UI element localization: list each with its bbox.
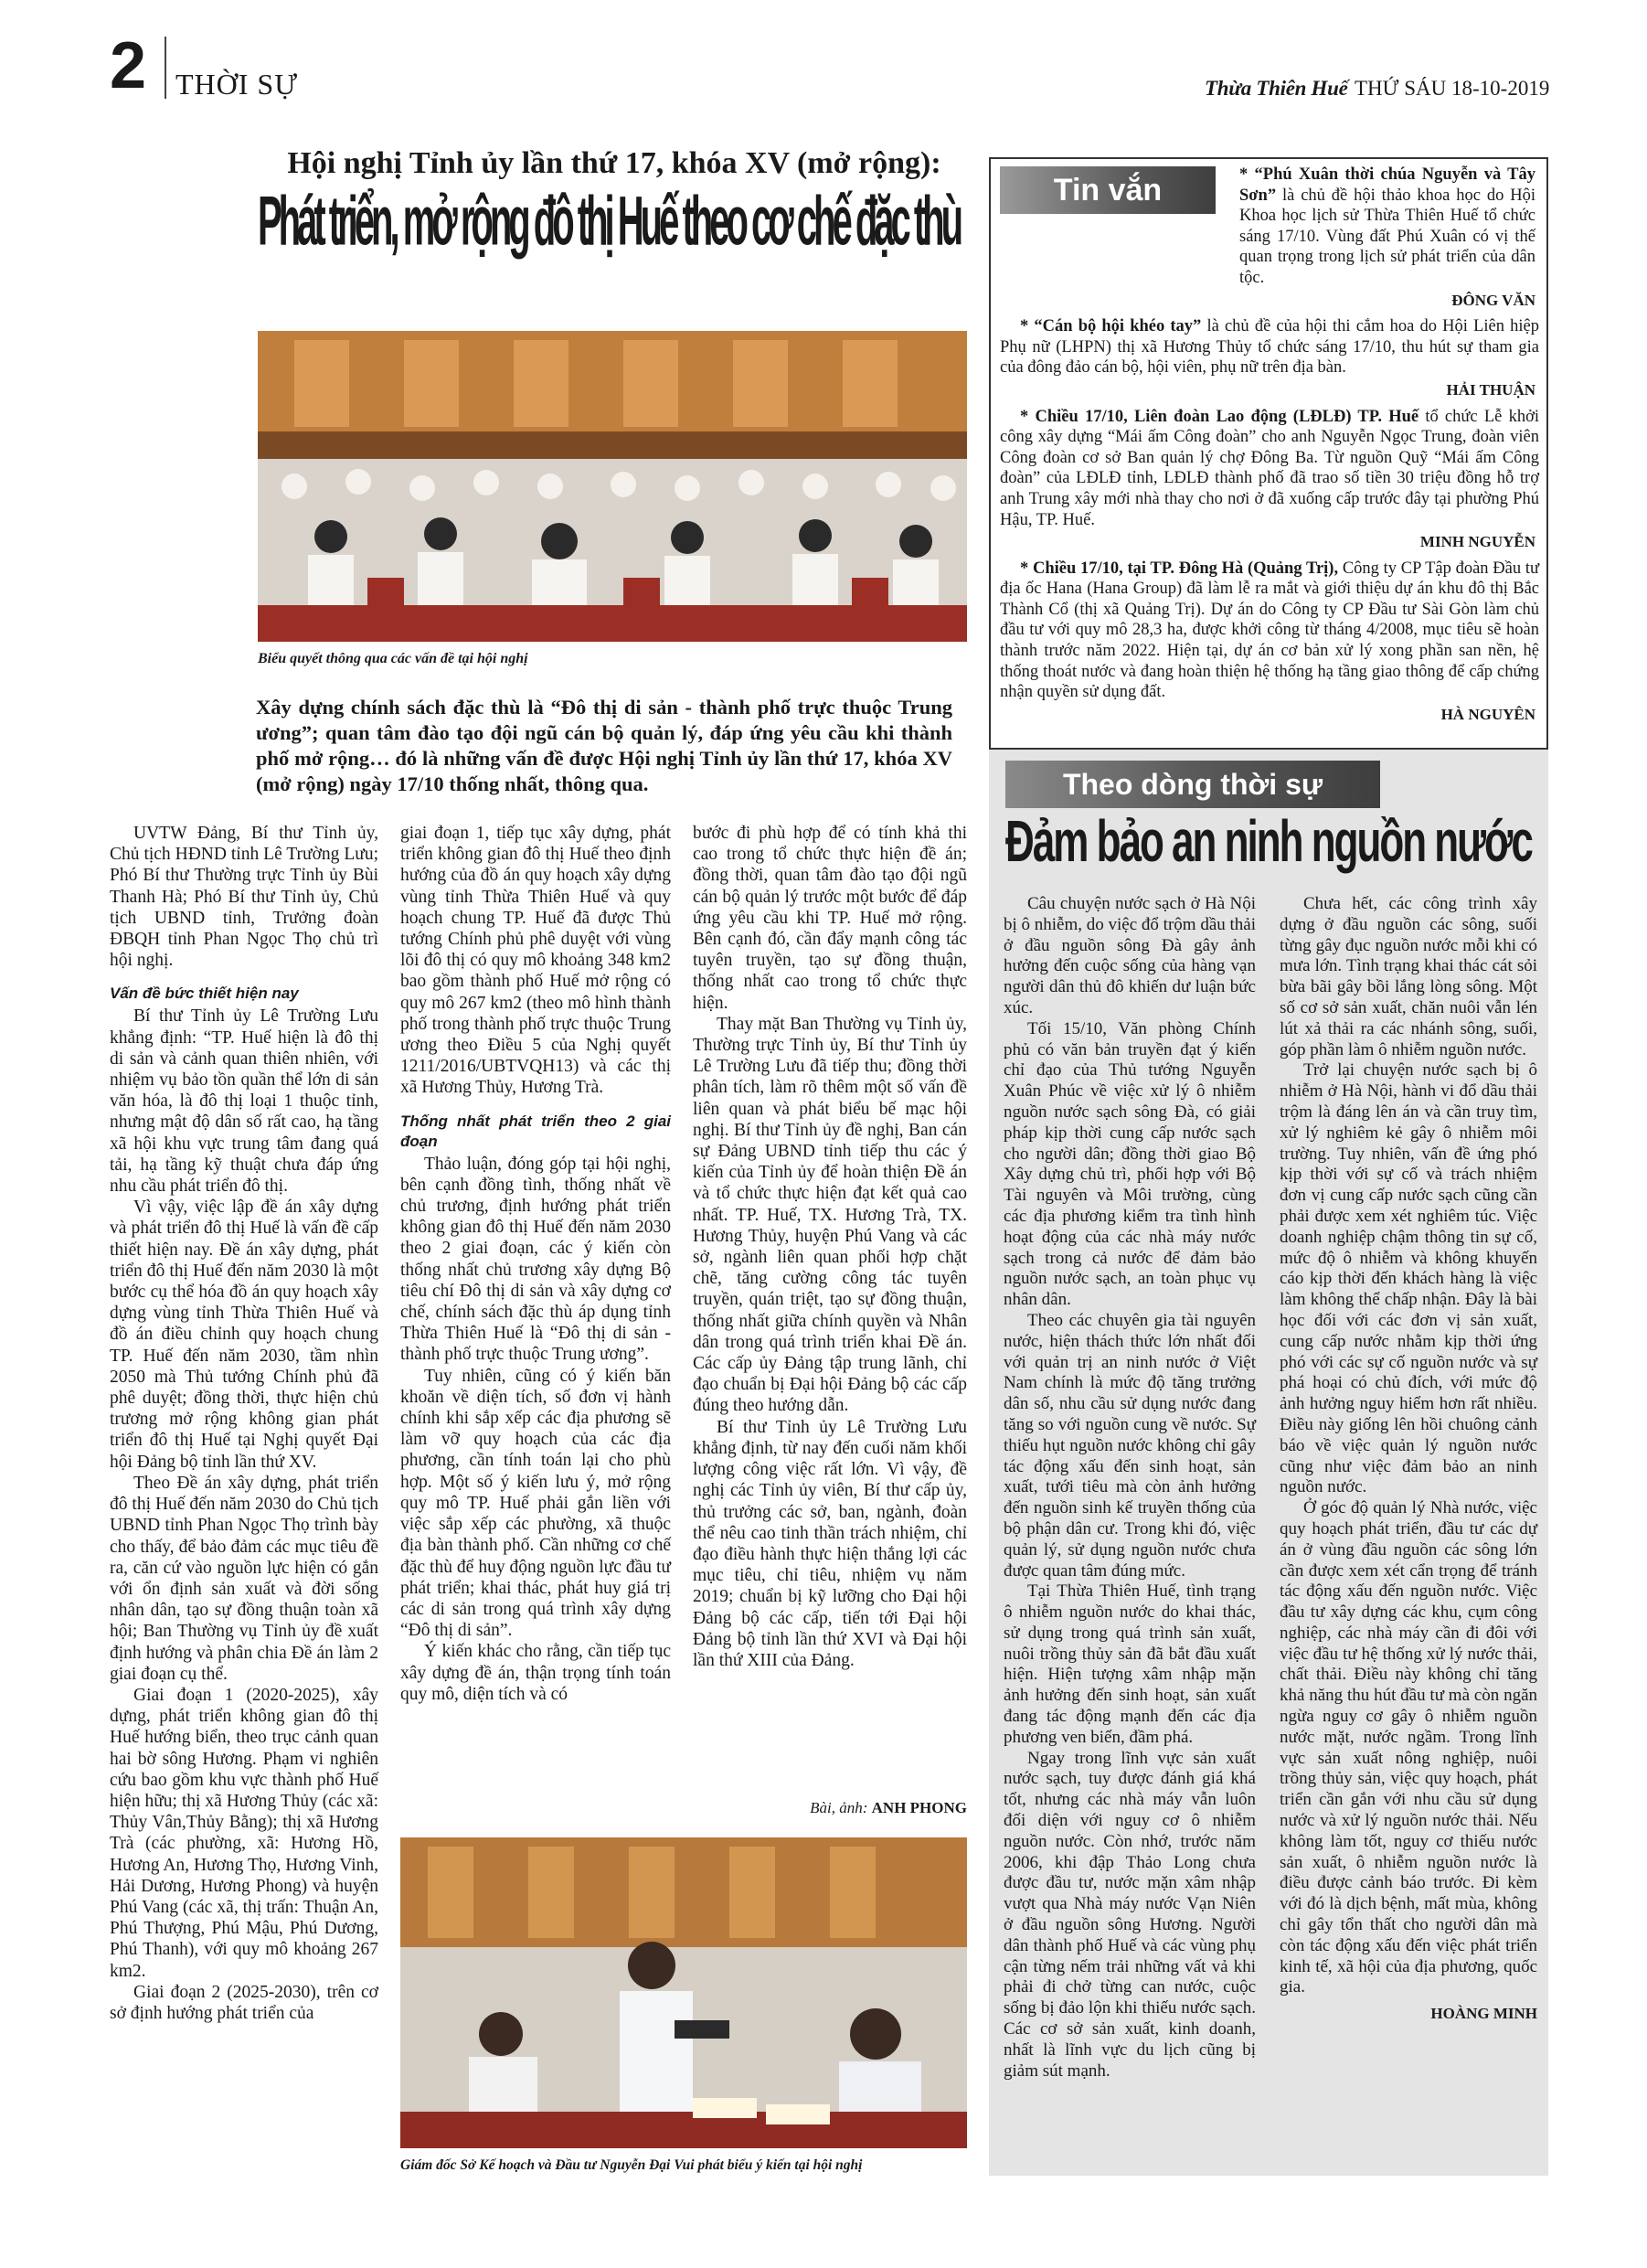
paragraph: Bí thư Tỉnh ủy Lê Trường Lưu khẳng định, từ nay đến cuối năm khối lượng công việc rất lớn. Vì vậy, đề nghị các Tỉnh ủy viên, Bí thư cấp ủy, thủ trưởng các sở, ban, ngành, đoàn thể nêu cao tinh thần trách nhiệm, chỉ đạo điều hành thực hiện thắng lợi các mục tiêu, chỉ tiêu, nhiệm vụ năm 2019; chuẩn bị kỹ lưỡng cho Đại hội Đảng bộ các cấp, tiến tới Đại hội Đảng bộ tỉnh lần thứ XVI và Đại hội lần thứ XIII của Đảng. [693, 1417, 967, 1670]
brief-author: ĐÔNG VĂN [1451, 291, 1535, 309]
conference-voting-illustration [258, 331, 967, 642]
subheading: Vấn đề bức thiết hiện nay [110, 985, 299, 1003]
brief-lead: * Chiều 17/10, Liên đoàn Lao động (LĐLĐ) TP. Huế [1020, 407, 1419, 426]
brief-news-label: Tin vắn [1000, 166, 1216, 214]
article-column-1 [110, 823, 378, 2024]
brief-body: tổ chức Lễ khởi công xây dựng “Mái ấm Công đoàn” cho anh Nguyễn Ngọc Trung, đoàn viên Công đoàn cơ sở Ban quản lý chợ Đông Ba. Từ nguồn Quỹ “Mái ấm Công đoàn” của LĐLĐ tỉnh, LĐLĐ thành phố đã trao số tiền 30 triệu đồng hỗ trợ anh Trung xây mới nhà thay cho nơi ở đã xuống cấp trước đây tại phường Phú Hậu, TP. Huế. [1000, 407, 1539, 529]
paragraph: Câu chuyện nước sạch ở Hà Nội bị ô nhiễm, do việc đổ trộm dầu thải ở đầu nguồn sông Đà gây ảnh hưởng đến cuộc sống của hàng vạn người dân thủ đô khiến dư luận bức xúc. [1004, 894, 1256, 1017]
commentary-column-2 [1280, 894, 1537, 2025]
paragraph: Vì vậy, việc lập đề án xây dựng và phát triển đô thị Huế là vấn đề cấp thiết hiện nay. Đề án xây dựng, phát triển đô thị Huế đến năm 2030 là một bước cụ thể hóa đồ án quy hoạch xây dựng vùng tỉnh Thừa Thiên Huế và đồ án điều chỉnh quy hoạch chung TP. Huế đến năm 2030, tầm nhìn 2050 mà Thủ tướng Chính phủ đã phê duyệt; đồng thời, thực hiện chủ trương mở rộng không gian phát triển đô thị Huế tại Nghị quyết Đại hội Đảng bộ tỉnh lần thứ XV. [110, 1198, 378, 1472]
paragraph: UVTW Đảng, Bí thư Tỉnh ủy, Chủ tịch HĐND tỉnh Lê Trường Lưu; Phó Bí thư Thường trực Tỉnh ủy Bùi Thanh Hà; Phó Bí thư Tỉnh ủy, Chủ tịch UBND tỉnh, Trưởng đoàn ĐBQH tỉnh Phan Ngọc Thọ chủ trì hội nghị. [110, 824, 378, 971]
brief-item [1000, 316, 1539, 400]
paragraph: Giai đoạn 2 (2025-2030), trên cơ sở định hướng phát triển của [110, 1982, 378, 2023]
brief-news-content [1000, 165, 1539, 730]
paragraph: Bí thư Tỉnh ủy Lê Trường Lưu khẳng định: “TP. Huế hiện là đô thị di sản và cảnh quan thiên nhiên, với nhiệm vụ bảo tồn quần thể lớn di sản văn hóa, là đô thị loại 1 thuộc tỉnh, nhưng mật độ dân số rất cao, hạ tầng xã hội khu vực trung tâm đang quá tải, hạ tầng kỹ thuật chưa đáp ứng nhu cầu phát triển đô thị. [110, 1006, 378, 1197]
article-lead: Xây dựng chính sách đặc thù là “Đô thị di sản - thành phố trực thuộc Trung ương”; quan tâm đào tạo đội ngũ cán bộ quản lý, đáp ứng yêu cầu khi thành phố mở rộng… đó là những vấn đề được Hội nghị Tỉnh ủy lần thứ 17, khóa XV (mở rộng) ngày 17/10 thống nhất, thông qua. [256, 696, 952, 795]
brief-item [1000, 407, 1539, 553]
header-divider [165, 37, 166, 99]
article-headline: Phát triển, mở rộng đô thị Huế theo cơ chế đặc thù [258, 184, 961, 261]
article-byline [693, 1799, 967, 1817]
commentary-author: HOÀNG MINH [1430, 2005, 1537, 2023]
brief-lead: * “Cán bộ hội khéo tay” [1020, 317, 1202, 336]
issue-date: THỨ SÁU 18-10-2019 [1355, 77, 1550, 100]
conference-voting-photo [258, 331, 967, 642]
page-number: 2 [110, 29, 147, 102]
paragraph: Tối 15/10, Văn phòng Chính phủ có văn bản truyền đạt ý kiến chỉ đạo của Thủ tướng Nguyễn Xuân Phúc về việc xử lý ô nhiễm nguồn nước sạch sông Đà, có giải pháp kịp thời cung cấp nước sạch cho người dân; đồng thời giao Bộ Xây dựng chủ trì, phối hợp với Bộ Tài nguyên và Môi trường, cùng các địa phương kiểm tra tình hình hoạt động của các nhà máy nước sạch trong cả nước để đảm bảo nguồn nước sạch, an toàn phục vụ nhân dân. [1004, 1018, 1256, 1310]
subheading: Thống nhất phát triển theo 2 giai đoạn [400, 1112, 671, 1150]
brief-author: HẢI THUẬN [1446, 380, 1535, 399]
paragraph: Ở góc độ quản lý Nhà nước, việc quy hoạch phát triển, đầu tư các dự án ở vùng đầu nguồn các sông lớn cần được xem xét cẩn trọng để tránh tác động xấu đến nguồn nước. Việc đầu tư xây dựng các khu, cụm công nghiệp, các nhà máy cần đi đôi với việc đầu tư hệ thống xử lý nước thải, chất thải. Điều này không chỉ tăng khả năng thu hút đầu tư mà còn ngăn ngừa nguy cơ gây ô nhiễm nguồn nước mặt, nước ngầm. Trong lĩnh vực sản xuất nông nghiệp, nuôi trồng thủy sản, việc quy hoạch, phát triển cần gắn với nhu cầu sử dụng nước và xử lý nguồn nước thải. Nếu không làm tốt, nguy cơ thiếu nước sản xuất, ô nhiễm nguồn nước là điều được cảnh báo trước. Đi kèm với đó là dịch bệnh, mất mùa, không chỉ gây tổn thất cho người dân mà còn tác động xấu đến việc phát triển kinh tế, xã hội của địa phương, quốc gia. [1280, 1498, 1537, 1997]
paragraph: giai đoạn 1, tiếp tục xây dựng, phát triển không gian đô thị Huế theo định hướng của đồ án quy hoạch xây dựng vùng tỉnh Thừa Thiên Huế và quy hoạch chung TP. Huế đã được Thủ tướng Chính phủ phê duyệt với vùng lõi đô thị có quy mô khoảng 348 km2 bao gồm thành phố Huế mở rộng có quy mô 267 km2 (theo mô hình thành phố trong thành phố trực thuộc Trung ương theo Điều 5 của Nghị quyết 1211/2016/UBTVQH13) và các thị xã Hương Thủy, Hương Trà. [400, 824, 671, 1098]
paragraph: Ý kiến khác cho rằng, cần tiếp tục xây dựng đề án, thận trọng tính toán quy mô, diện tích và có [400, 1642, 671, 1704]
article-column-2 [400, 823, 671, 1705]
brief-body: Công ty CP Tập đoàn Đầu tư địa ốc Hana (Hana Group) đã làm lễ ra mắt và giới thiệu dự án khu đô thị Bắc Thành Cổ (thị xã Quảng Trị). Dự án do Công ty CP Đầu tư Sài Gòn làm chủ đầu tư với quy mô 28,3 ha, được khởi công từ tháng 4/2008, mục tiêu sẽ hoàn thành trước năm 2022. Hiện tại, dự án cơ bản xử lý xong phần san nền, hệ thống thoát nước và đang hoàn thiện hệ thống hạ tầng giao thông để cấp chứng nhận quyền sử dụng đất. [1000, 559, 1539, 702]
byline-name: ANH PHONG [871, 1799, 967, 1816]
commentary-column-1 [1004, 894, 1256, 2082]
speaker-illustration [400, 1837, 967, 2148]
speaker-photo [400, 1837, 967, 2148]
photo2-caption: Giám đốc Sở Kế hoạch và Đầu tư Nguyễn Đại Vui phát biểu ý kiến tại hội nghị [400, 2157, 863, 2173]
section-title: THỜI SỰ [175, 68, 299, 101]
paragraph: Giai đoạn 1 (2020-2025), xây dựng, phát triển không gian đô thị Huế hướng biển, theo trục cảnh quan hai bờ sông Hương. Phạm vi nghiên cứu bao gồm khu vực thành phố Huế hiện hữu; thị xã Hương Thủy (các xã: Thủy Vân,Thủy Bằng); thị xã Hương Trà (các phường, xã: Hương Hồ, Hương An, Hương Thọ, Hương Vinh, Hải Dương, Hương Phong) và huyện Phú Vang (các xã, thị trấn: Thuận An, Phú Thượng, Phú Mậu, Phú Dương, Phú Thanh), với quy mô khoảng 267 km2. [110, 1685, 378, 1981]
commentary-label: Theo dòng thời sự [1005, 761, 1380, 808]
article-column-3 [693, 823, 967, 1671]
brief-body: là chủ đề hội thảo khoa học do Hội Khoa học lịch sử Thừa Thiên Huế tổ chức sáng 17/10. Vùng đất Phú Xuân có vị thế quan trọng trong lịch sử phát triển của dân tộc. [1239, 186, 1535, 287]
paragraph: Tuy nhiên, cũng có ý kiến băn khoăn về diện tích, số đơn vị hành chính khi sắp xếp các địa phương sẽ làm vỡ quy hoạch của các địa phương, cần tính toán lại cho phù hợp. Một số ý kiến lưu ý, mở rộng quy mô TP. Huế phải gắn liền với việc sắp xếp các phường, xã thuộc địa bàn thành phố. Cần những cơ chế đặc thù để huy động nguồn lực đầu tư phát triển; khai thác, phát huy giá trị các di sản trong quá trình xây dựng “Đô thị di sản”. [400, 1366, 671, 1641]
paragraph: Theo các chuyên gia tài nguyên nước, hiện thách thức lớn nhất đối với quản trị an ninh nước ở Việt Nam chính là mức độ tăng trưởng dân số, nhu cầu sử dụng nước đang tăng so với nguồn cung về nước. Sự thiếu hụt nguồn nước không chỉ gây tác động xấu đến sinh hoạt, sản xuất, tưới tiêu mà còn ảnh hưởng đến nguồn sinh kế truyền thống của bộ phận dân cư. Trong khi đó, việc quản lý, sử dụng nguồn nước chưa được quan tâm đúng mức. [1004, 1310, 1256, 1581]
paragraph: Trở lại chuyện nước sạch bị ô nhiễm ở Hà Nội, hành vi đổ dầu thải trộm là đáng lên án và cần truy tìm, xử lý nghiêm kẻ gây ô nhiễm môi trường. Tuy nhiên, vấn đề ứng phó kịp thời với sự cố và trách nhiệm đơn vị cung cấp nước sạch cũng cần phải được xem xét nghiêm túc. Việc doanh nghiệp chậm thông tin sự cố, mức độ ô nhiễm và không khuyến cáo kịp thời đến khách hàng là việc làm không thể chấp nhận. Đây là bài học đối với các đơn vị sản xuất, cung cấp nước nhằm kịp thời ứng phó với các sự cố nguồn nước và sự phá hoại có chủ đích, với mức độ ảnh hưởng nguy hiểm hơn rất nhiều. Điều này giống lên hồi chuông cảnh báo về việc quản lý nguồn nước cũng như việc đảm bảo an ninh nguồn nước. [1280, 1060, 1537, 1497]
article-kicker: Hội nghị Tỉnh ủy lần thứ 17, khóa XV (mở rộng): [287, 146, 941, 180]
paragraph: Theo Đề án xây dựng, phát triển đô thị Huế đến năm 2030 do Chủ tịch UBND tỉnh Phan Ngọc Thọ trình bày cho thấy, để bảo đảm các mục tiêu đề ra, căn cứ vào nguồn lực hiện có gắn với ổn định sản xuất và đời sống nhân dân, tạo sự đồng thuận toàn xã hội; Ban Thường vụ Tỉnh ủy đề xuất định hướng và phân chia Đề án làm 2 giai đoạn cụ thể. [110, 1473, 378, 1684]
paragraph: Chưa hết, các công trình xây dựng ở đầu nguồn các sông, suối từng gây đục nguồn nước mỗi khi có mưa lớn. Tình trạng khai thác cát sỏi bừa bãi gây bồi lắng lòng sông. Một số cơ sở sản xuất, chăn nuôi vẫn lén lút xả thải ra các nhánh sông, suối, góp phần làm ô nhiễm nguồn nước. [1280, 894, 1537, 1059]
paragraph: Thay mặt Ban Thường vụ Tỉnh ủy, Thường trực Tỉnh ủy, Bí thư Tỉnh ủy Lê Trường Lưu đã tiếp thu; đồng thời phân tích, làm rõ thêm một số vấn đề liên quan và phát biểu bế mạc hội nghị. Bí thư Tỉnh ủy đề nghị, Ban cán sự Đảng UBND tỉnh tiếp thu các ý kiến của Tỉnh ủy để hoàn thiện Đề án và tổ chức thực hiện đạt kết quả cao nhất. TP. Huế, TX. Hương Trà, TX. Hương Thủy, huyện Phú Vang và các sở, ngành liên quan phối hợp chặt chẽ, tăng cường công tác tuyên truyền, quán triệt, tạo sự đồng thuận, thống nhất giữa chính quyền và Nhân dân trong quá trình triển khai Đề án. Các cấp ủy Đảng tập trung lãnh, chỉ đạo chuẩn bị Đại hội Đảng bộ các cấp đúng theo hướng dẫn. [693, 1014, 967, 1416]
brief-item [1000, 559, 1539, 726]
brief-author: HÀ NGUYÊN [1440, 705, 1535, 723]
brief-lead: * Chiều 17/10, tại TP. Đông Hà (Quảng Trị), [1020, 559, 1339, 578]
paragraph: Ngay trong lĩnh vực sản xuất nước sạch, tuy được đánh giá khá tốt, nhưng các nhà máy vẫn luôn đối diện với nguy cơ ô nhiễm nguồn nước. Còn nhớ, trước năm 2006, khi đập Thảo Long chưa được đầu tư, nước mặn xâm nhập vượt qua Nhà máy nước Vạn Niên ở đầu nguồn sông Hương. Người dân thành phố Huế và các vùng phụ cận từng nếm trải những vất vả khi phải đi chở từng can nước, cuộc sống bị đảo lộn khi thiếu nước sạch. Các cơ sở sản xuất, kinh doanh, nhất là lĩnh vực du lịch cũng bị giảm sút mạnh. [1004, 1748, 1256, 2081]
brief-lead: * “Phú Xuân thời chúa Nguyễn và Tây Sơn” [1239, 165, 1535, 205]
commentary-headline: Đảm bảo an ninh nguồn nước [1005, 809, 1532, 875]
publication-name: Thừa Thiên Huế [1205, 77, 1348, 100]
paragraph: Thảo luận, đóng góp tại hội nghị, bên cạnh đồng tình, thống nhất về chủ trương, định hướng phát triển không gian đô thị Huế đến năm 2030 theo 2 giai đoạn, các ý kiến còn thống nhất chủ trương xây dựng Bộ tiêu chí Đô thị di sản và xây dựng cơ chế, chính sách đặc thù áp dụng tỉnh Thừa Thiên Huế là “Đô thị di sản - thành phố trực thuộc Trung ương”. [400, 1154, 671, 1365]
paragraph: Tại Thừa Thiên Huế, tình trạng ô nhiễm nguồn nước do khai thác, sử dụng trong quá trình sản xuất, nuôi trồng thủy sản đã bắt đầu xuất hiện. Hiện tượng xâm nhập mặn ảnh hưởng đến sinh hoạt, sản xuất đang tác động mạnh đến các địa phương ven biển, đầm phá. [1004, 1581, 1256, 1747]
byline-label: Bài, ảnh: [810, 1799, 868, 1816]
brief-author: MINH NGUYỄN [1419, 533, 1535, 551]
photo1-caption: Biểu quyết thông qua các vấn đề tại hội nghị [258, 651, 528, 666]
brief-body: là chủ đề của hội thi cắm hoa do Hội Liên hiệp Phụ nữ (LHPN) thị xã Hương Thủy tổ chức sáng 17/10, thu hút sự tham gia của đông đảo cán bộ, hội viên, phụ nữ trên địa bàn. [1000, 317, 1539, 378]
paragraph: bước đi phù hợp để có tính khả thi cao trong tổ chức thực hiện đề án; đồng thời, quan tâm đào tạo đội ngũ cán bộ quản lý trước một bước để đáp ứng yêu cầu khi TP. Huế mở rộng. Bên cạnh đó, cần đẩy mạnh công tác tuyên truyền, tạo sự đồng thuận, thống nhất cao trong tổ chức thực hiện. [693, 824, 967, 1013]
